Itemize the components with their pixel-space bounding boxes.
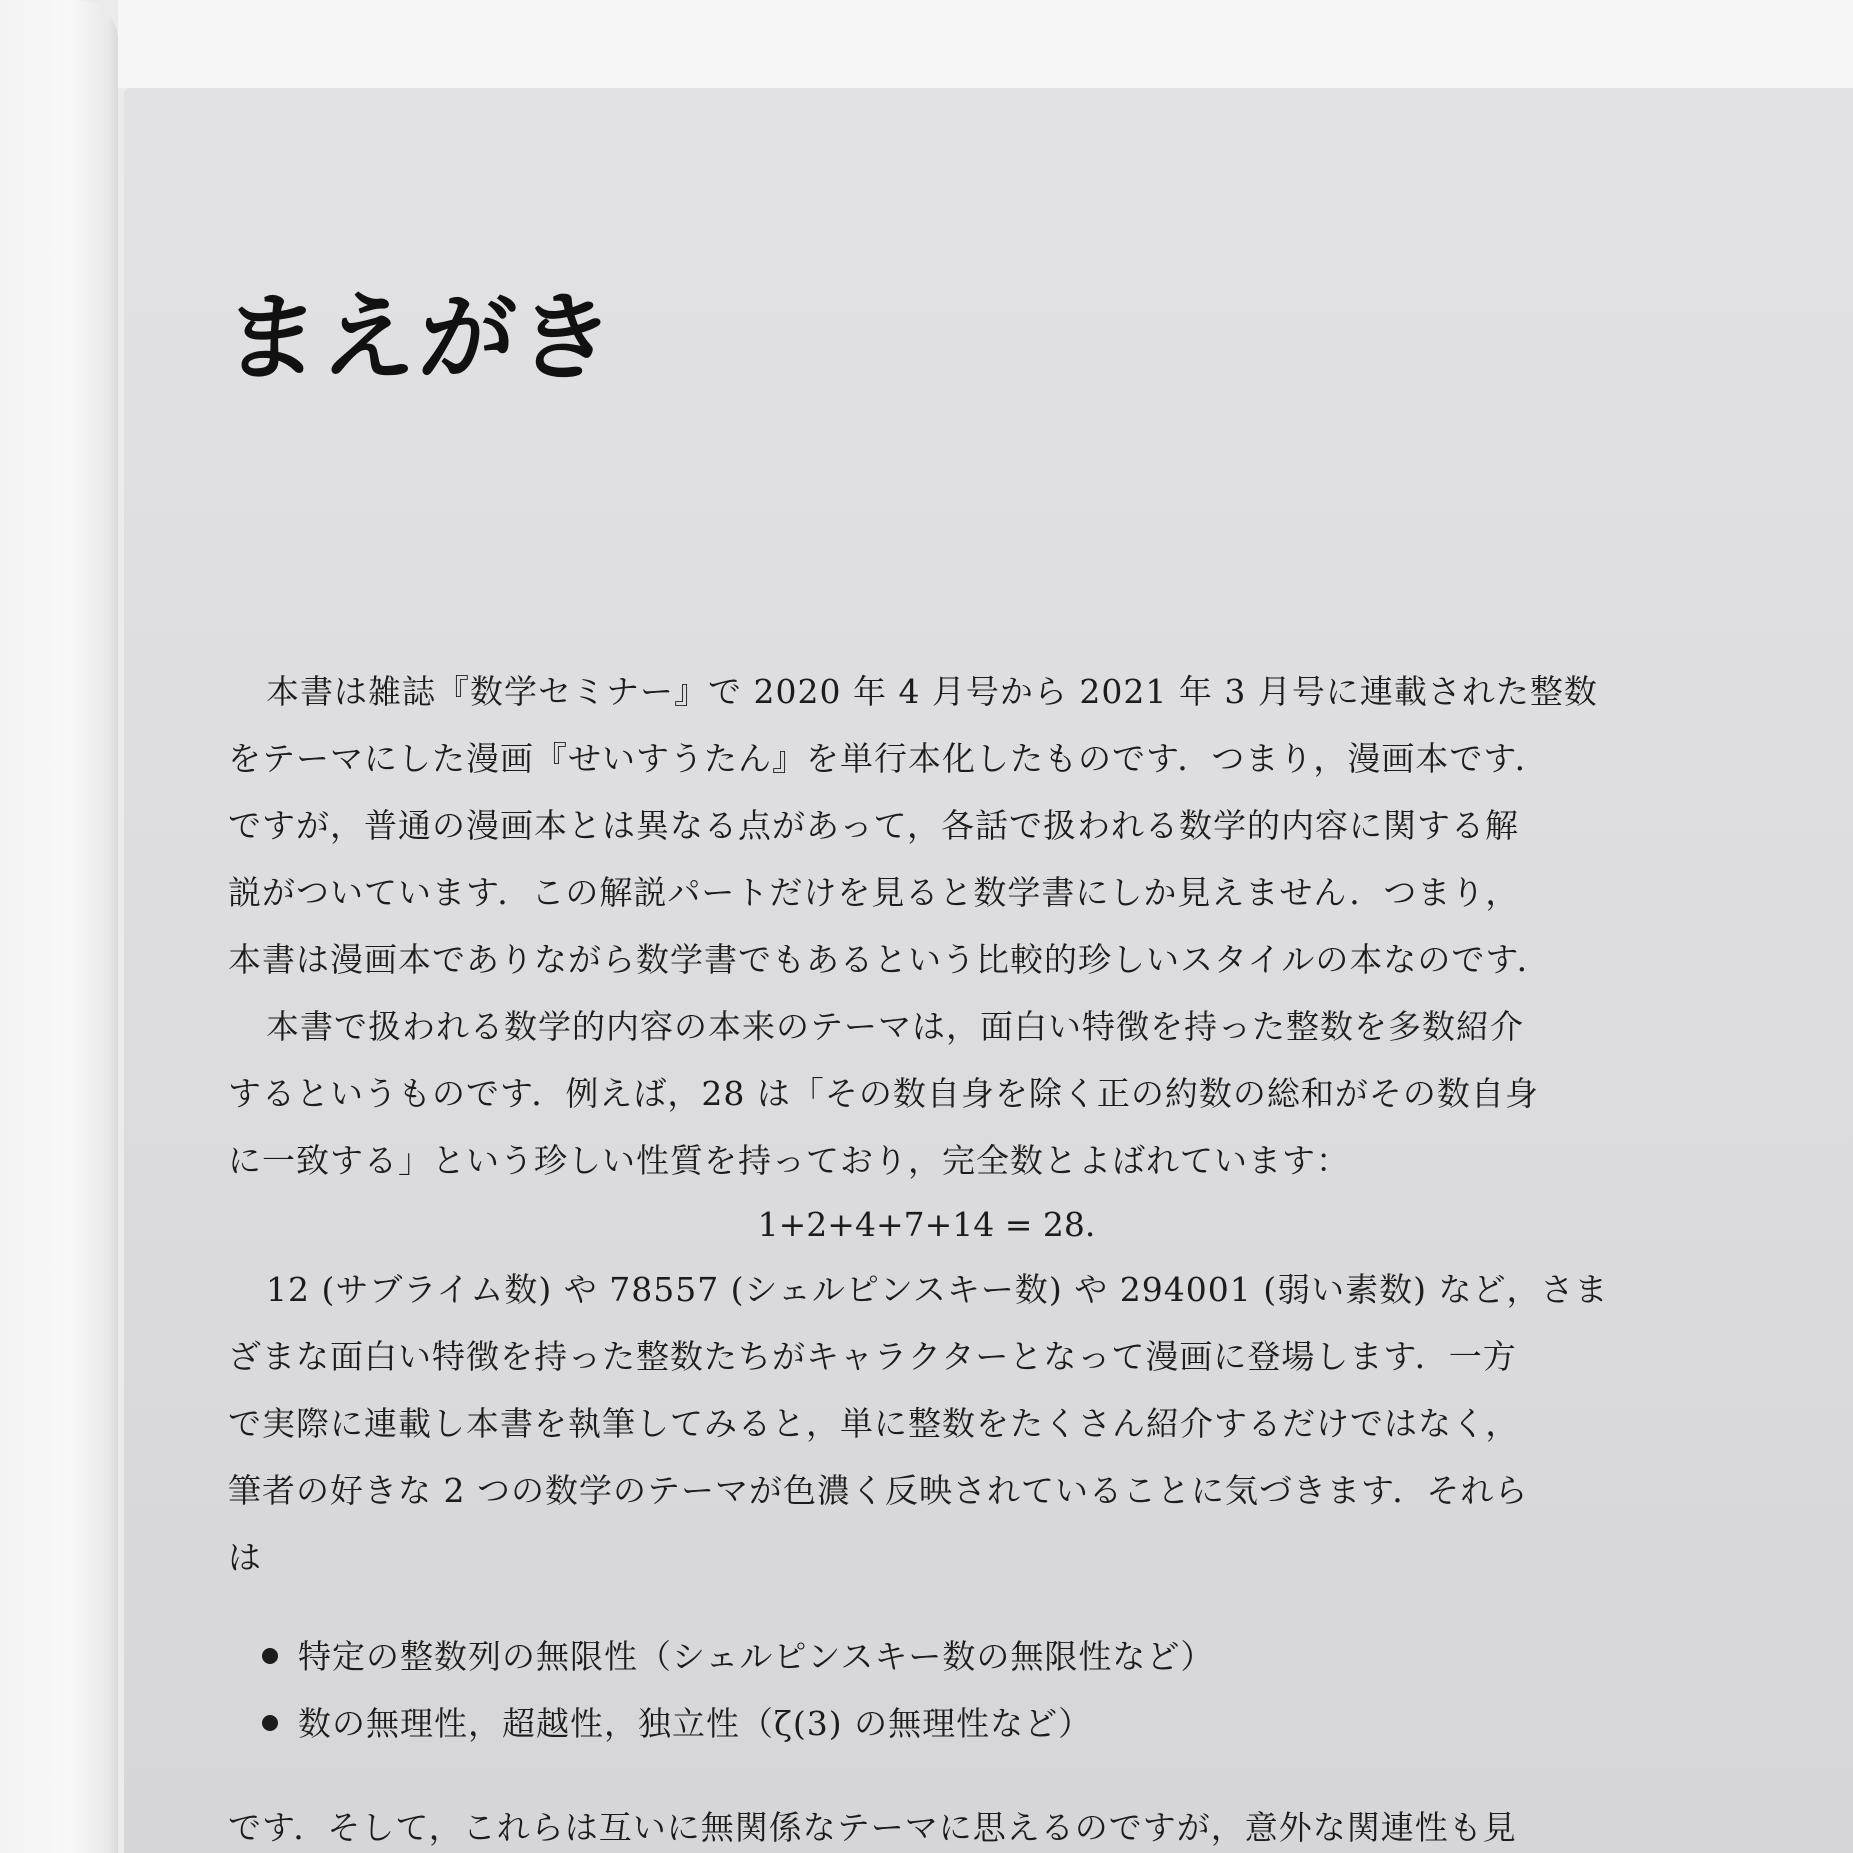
- text-line: をテーマにした漫画『せいすうたん』を単行本化したものです．つまり，漫画本です．: [228, 739, 1549, 778]
- list-item: [262, 1704, 1092, 1744]
- text-line: 12 (サブライム数) や 78557 (シェルピンスキー数) や 294001 (弱い素数) など，さま: [266, 1270, 1609, 1309]
- text-line: 説がついています．この解説パートだけを見ると数学書にしか見えません．つまり，: [228, 873, 1520, 912]
- bullet-icon: [262, 1648, 278, 1664]
- text-line: は: [228, 1538, 262, 1577]
- bullet-icon: [262, 1715, 278, 1731]
- text-line: 本書は雑誌『数学セミナー』で 2020 年 4 月号から 2021 年 3 月号に連載された整数: [266, 672, 1598, 711]
- list-item-text: 数の無理性，超越性，独立性（ζ(3) の無理性など）: [298, 1704, 1093, 1743]
- text-line: するというものです．例えば，28 は「その数自身を除く正の約数の総和がその数自身: [228, 1074, 1539, 1113]
- display-equation: 1+2+4+7+14 = 28.: [757, 1205, 1096, 1244]
- text-line: 本書は漫画本でありながら数学書でもあるという比較的珍しいスタイルの本なのです．: [228, 940, 1551, 979]
- list-item-text: 特定の整数列の無限性（シェルピンスキー数の無限性など）: [298, 1637, 1215, 1676]
- text-line: です．そして，これらは互いに無関係なテーマに思えるのですが，意外な関連性も見: [228, 1808, 1517, 1847]
- text-line: ですが，普通の漫画本とは異なる点があって，各話で扱われる数学的内容に関する解: [228, 806, 1520, 845]
- text-line: 筆者の好きな 2 つの数学のテーマが色濃く反映されていることに気づきます．それら: [228, 1471, 1529, 1510]
- facing-page-edge: [0, 0, 118, 1853]
- text-line: ざまな面白い特徴を持った整数たちがキャラクターとなって漫画に登場します．一方: [228, 1337, 1517, 1376]
- list-item: [262, 1637, 1214, 1677]
- text-line: 本書で扱われる数学的内容の本来のテーマは，面白い特徴を持った整数を多数紹介: [266, 1007, 1524, 1046]
- text-line: に一致する」という珍しい性質を持っており，完全数とよばれています：: [228, 1141, 1350, 1180]
- text-line: で実際に連載し本書を執筆してみると，単に整数をたくさん紹介するだけではなく，: [228, 1404, 1520, 1443]
- page-title: まえがき: [219, 282, 620, 394]
- top-margin: [118, 0, 1853, 88]
